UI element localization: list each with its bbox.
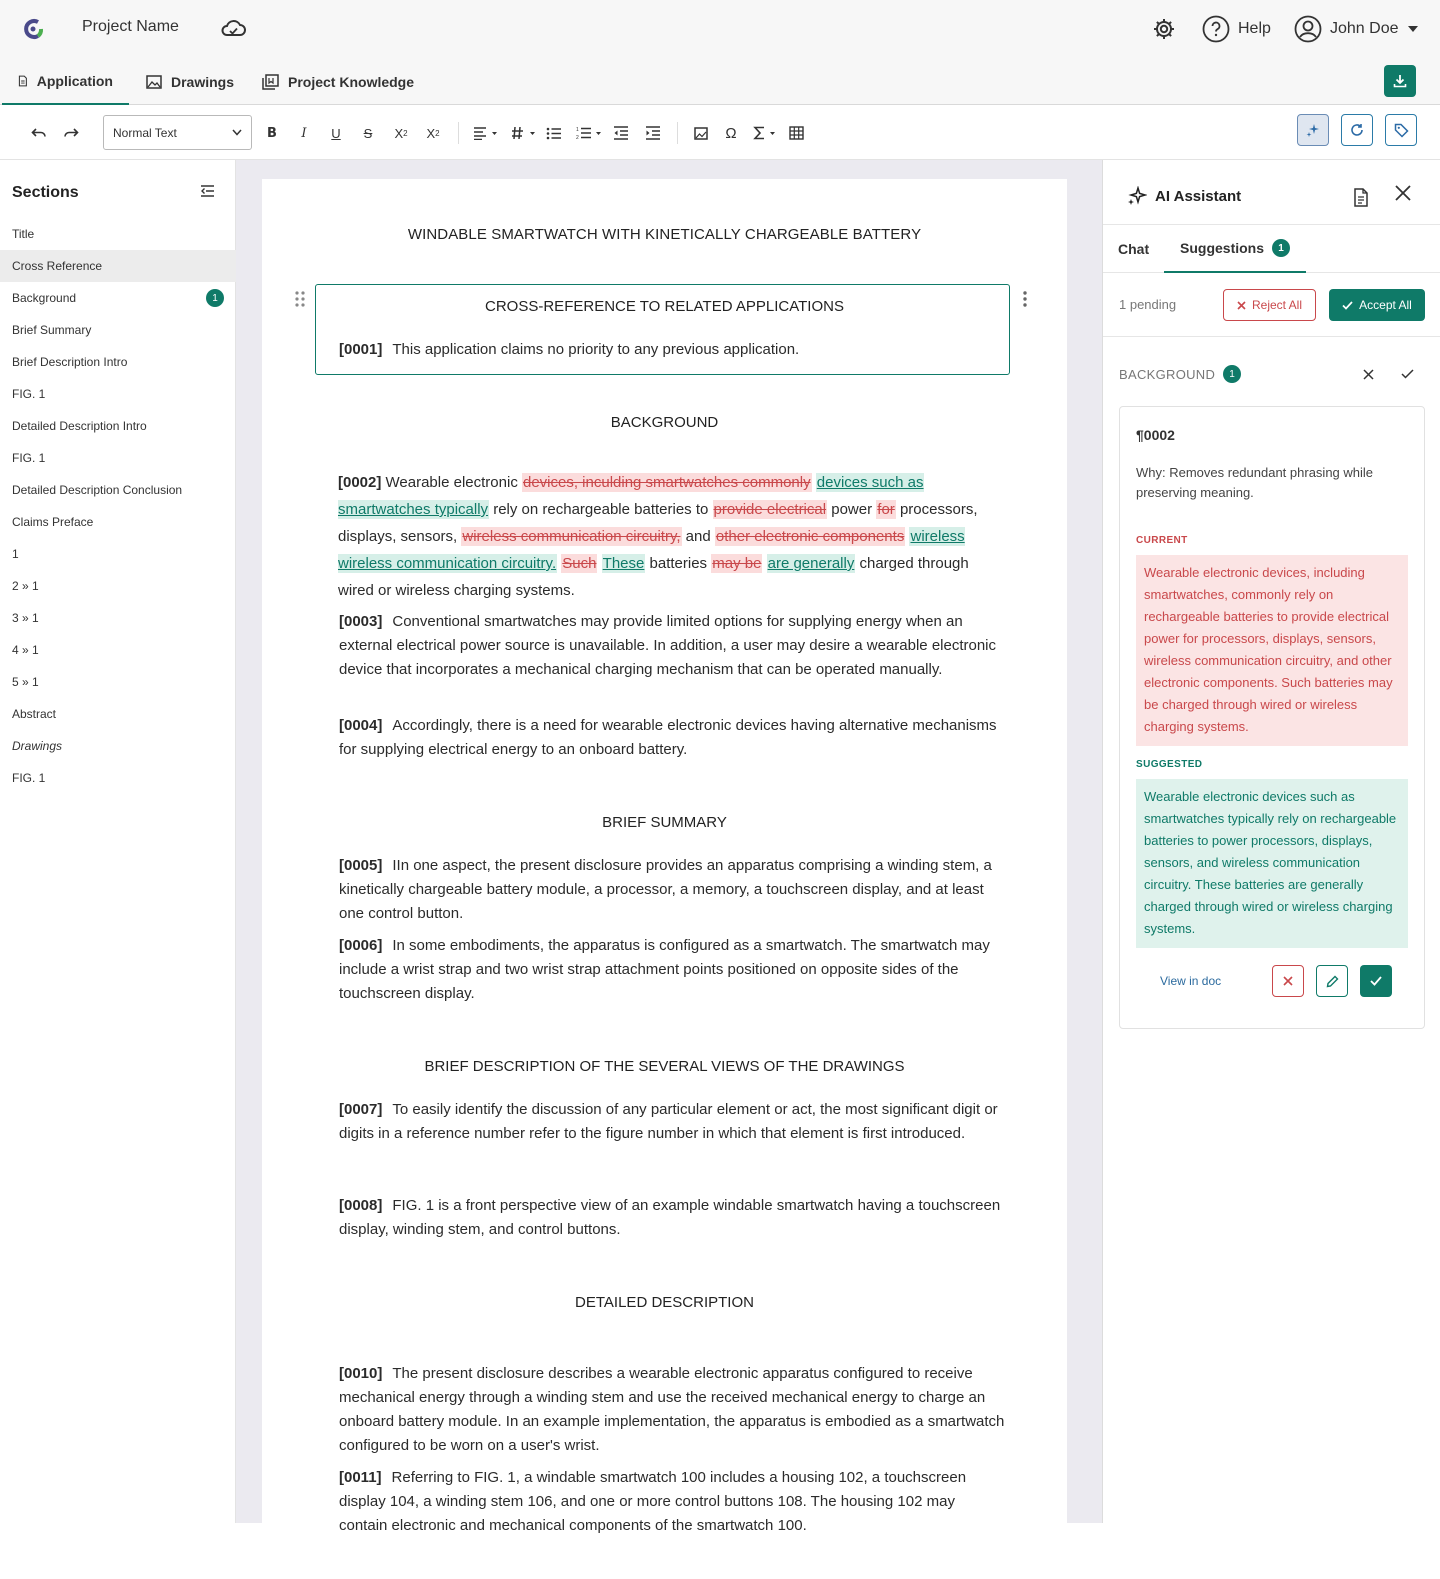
paragraph-0010[interactable] [339, 1362, 1007, 1458]
tracked-text: and [681, 528, 715, 545]
group-count-badge: 1 [1223, 365, 1241, 383]
sidebar-item-brief-description-intro[interactable] [0, 346, 236, 378]
align-dropdown-icon[interactable] [472, 120, 500, 146]
insert-image-icon[interactable] [690, 120, 712, 146]
redo-icon[interactable] [60, 120, 82, 146]
paragraph-0005[interactable] [339, 854, 1007, 926]
tab-suggestions[interactable] [1164, 225, 1306, 273]
suggestion-card [1119, 406, 1425, 1029]
accept-all-label: Accept All [1359, 298, 1412, 312]
paragraph-text: Accordingly, there is a need for wearable electronic devices having alternative mechanisms for supplying electrical energy to an onboard battery. [339, 717, 997, 758]
paragraph-text: Referring to FIG. 1, a windable smartwatch 100 includes a housing 102, a touchscreen display 104, a winding stem 106, and one or more control buttons 108. The housing 102 may contain electronic and mechanical components of the smartwatch 100. [339, 1469, 967, 1534]
help-button[interactable] [1202, 15, 1271, 43]
tracked-deletion[interactable]: wireless communication circuitry, [462, 528, 681, 545]
caret-down-icon [1407, 25, 1419, 33]
sparkle-icon [1306, 123, 1320, 137]
tracked-text: charged through wired or wireless charging systems. [338, 555, 969, 599]
tab-project-knowledge-label: Project Knowledge [288, 73, 415, 90]
document-canvas [236, 160, 1102, 1534]
sidebar-item-label: FIG. 1 [12, 771, 46, 785]
reject-suggestion-button[interactable] [1272, 965, 1304, 997]
editor-toolbar [0, 105, 1440, 160]
reject-all-button[interactable] [1223, 289, 1316, 321]
special-character-icon[interactable]: Ω [725, 124, 737, 142]
pending-count: 1 pending [1119, 297, 1177, 312]
tab-application-label: Application [36, 72, 113, 89]
sidebar-item-label: Detailed Description Conclusion [12, 483, 183, 497]
image-icon [146, 75, 162, 89]
sidebar-item-title[interactable] [0, 218, 236, 250]
paragraph-number: [0002] [338, 474, 382, 491]
close-icon [1283, 976, 1293, 986]
heading-number-dropdown-icon[interactable] [510, 120, 538, 146]
panel-title [1127, 186, 1241, 206]
sidebar-item-claims-preface[interactable] [0, 506, 236, 538]
suggestion-actions-bar [1103, 273, 1440, 337]
sidebar-item-label: Detailed Description Intro [12, 419, 147, 433]
text-style-value: Normal Text [113, 125, 177, 140]
user-menu[interactable] [1294, 15, 1419, 43]
document-icon [18, 73, 28, 89]
project-name[interactable]: Project Name [82, 18, 179, 35]
tracked-text: Wearable electronic [381, 474, 522, 491]
sidebar-item-label: 5 » 1 [12, 675, 39, 689]
equation-dropdown-icon[interactable] [752, 120, 778, 146]
current-text: Wearable electronic devices, including smartwatches, commonly rely on rechargeable batteries to provide electrical power for processors, displays, sensors, wireless communication circuitry, and other electronic components. Such batteries may be charged through wired or wireless charging systems. [1136, 555, 1408, 746]
help-label: Help [1238, 20, 1271, 37]
sidebar-item-label: Brief Summary [12, 323, 92, 337]
pencil-icon [1326, 975, 1339, 988]
sidebar-item-label: Cross Reference [12, 259, 103, 273]
paragraph-number: [0006] [339, 937, 383, 954]
suggestion-reason: Why: Removes redundant phrasing while preserving meaning. [1136, 465, 1374, 500]
detailed-description-heading[interactable]: DETAILED DESCRIPTION [575, 1294, 754, 1311]
strikethrough-icon[interactable]: S [363, 125, 373, 141]
document-title[interactable]: WINDABLE SMARTWATCH WITH KINETICALLY CHARGEABLE BATTERY [407, 226, 922, 243]
tab-project-knowledge[interactable] [246, 58, 430, 105]
gear-icon[interactable] [1152, 17, 1176, 41]
tab-chat[interactable] [1118, 225, 1149, 273]
text-style-select[interactable] [103, 115, 252, 150]
toolbar-divider [677, 122, 678, 144]
tracked-deletion[interactable]: Such [562, 555, 597, 572]
paragraph-0006[interactable] [339, 934, 1007, 1006]
paragraph-0004[interactable] [339, 714, 1007, 762]
download-button[interactable] [1384, 65, 1416, 97]
sidebar-item-label: FIG. 1 [12, 387, 46, 401]
current-label: CURRENT [1136, 535, 1188, 546]
sidebar-item-label: Claims Preface [12, 515, 94, 529]
user-name: John Doe [1330, 20, 1399, 37]
subscript-icon[interactable]: X 2 [394, 125, 408, 141]
paragraph-text: FIG. 1 is a front perspective view of an example windable smartwatch having a touchscreen display, winding stem, and control buttons. [339, 1197, 1001, 1238]
indent-icon[interactable] [642, 120, 664, 146]
sidebar-item-label: Brief Description Intro [12, 355, 128, 369]
sidebar-item-label: Drawings [12, 739, 63, 753]
chevron-down-icon [232, 129, 242, 136]
tab-suggestions-label: Suggestions [1180, 240, 1265, 256]
app-logo-icon[interactable] [22, 18, 44, 40]
group-label: BACKGROUND [1119, 366, 1216, 382]
insert-table-icon[interactable] [785, 120, 807, 146]
sidebar-item-claim-1[interactable] [0, 538, 236, 570]
tracked-deletion[interactable]: for [877, 501, 895, 518]
tag-icon[interactable] [1385, 114, 1417, 146]
tab-drawings-label: Drawings [171, 73, 235, 90]
ai-assistant-panel [1102, 160, 1440, 1523]
sidebar-item-label: FIG. 1 [12, 451, 46, 465]
tracked-deletion[interactable]: devices, inculding smartwatches commonly [522, 474, 811, 491]
tracked-deletion[interactable]: provide electrical [713, 501, 827, 518]
question-circle-icon [1202, 15, 1230, 43]
tracked-insertion[interactable]: are generally [767, 555, 855, 572]
paragraph-reference: ¶0002 [1136, 427, 1175, 443]
reject-all-label: Reject All [1251, 298, 1303, 312]
sidebar-item-drawing-fig-1[interactable] [0, 762, 236, 794]
paragraph-number: [0010] [339, 1365, 383, 1382]
sidebar-item-claim-4[interactable] [0, 634, 236, 666]
underline-icon[interactable]: U [331, 125, 341, 141]
superscript-icon[interactable]: X 2 [426, 125, 440, 141]
accept-group-icon[interactable] [1401, 369, 1414, 379]
tracked-text: power [827, 501, 877, 518]
sidebar-item-claim-5[interactable] [0, 666, 236, 698]
download-icon [1393, 74, 1407, 88]
paragraph-0002[interactable] [338, 469, 1008, 604]
svg-text:1: 1 [576, 127, 579, 133]
close-icon[interactable] [1394, 184, 1412, 202]
sidebar-item-detailed-description-intro[interactable] [0, 410, 236, 442]
collapse-sidebar-icon[interactable] [200, 185, 215, 197]
tab-drawings[interactable] [130, 58, 250, 105]
sidebar-item-label: 1 [12, 547, 19, 561]
paragraph-0007[interactable] [339, 1098, 1007, 1146]
ai-assistant-toggle[interactable] [1297, 114, 1329, 146]
sidebar-item-label: Abstract [12, 707, 57, 721]
toolbar-divider [458, 122, 459, 144]
tracked-text: rely on rechargeable batteries to [489, 501, 713, 518]
user-avatar-icon [1294, 15, 1322, 43]
paragraph-number: [0004] [339, 717, 383, 734]
cross-reference-heading[interactable]: CROSS-REFERENCE TO RELATED APPLICATIONS [485, 298, 844, 315]
italic-icon[interactable]: I [301, 125, 307, 141]
background-heading[interactable]: BACKGROUND [610, 414, 719, 431]
paragraph-text: To easily identify the discussion of any particular element or act, the most significant digit or digits in a reference number refer to the figure number in which that element is first introduced. [339, 1101, 998, 1142]
assistant-tabs [1103, 224, 1440, 273]
sidebar-item-drawings[interactable] [0, 730, 236, 762]
sections-list [0, 218, 236, 794]
sparkle-icon [1127, 186, 1147, 206]
paragraph-number: [0007] [339, 1101, 383, 1118]
sidebar-item-fig-1[interactable] [0, 442, 236, 474]
paragraph-number: [0001] [339, 341, 383, 358]
tracked-text: batteries [645, 555, 712, 572]
paragraph-0008[interactable] [339, 1194, 1007, 1242]
paragraph-text: In some embodiments, the apparatus is configured as a smartwatch. The smartwatch may include a wrist strap and two wrist strap attachment points positioned on opposite sides of the touchscreen display. [339, 937, 990, 1002]
tracked-insertion[interactable]: wireless wireless communication circuitry. [338, 528, 965, 572]
tracked-insertion[interactable]: devices such as smartwatches typically [338, 474, 924, 518]
close-icon [1237, 301, 1246, 310]
sidebar-item-claim-2[interactable] [0, 570, 236, 602]
bold-icon[interactable]: B [267, 125, 277, 141]
check-icon [1370, 976, 1382, 986]
edit-suggestion-button[interactable] [1316, 965, 1348, 997]
outdent-icon[interactable] [610, 120, 632, 146]
tracked-text: processors, displays, sensors, [338, 501, 978, 545]
sidebar-item-label: 3 » 1 [12, 611, 39, 625]
accept-all-button[interactable] [1329, 289, 1425, 321]
paragraph-text: Conventional smartwatches may provide limited options for supplying energy when an external electrical power source is unavailable. In addition, a user may desire a wearable electronic device that incorporates a mechanical charging mechanism that can be operated manually. [339, 613, 997, 678]
main-tabs [0, 58, 1440, 105]
paragraph-0011[interactable] [339, 1466, 1007, 1538]
sidebar-item-label: Background [12, 291, 77, 305]
tracked-deletion[interactable]: other electronic components [715, 528, 905, 545]
sidebar-item-label: 4 » 1 [12, 643, 39, 657]
sidebar-item-background[interactable] [0, 282, 236, 314]
sidebar-item-label: 2 » 1 [12, 579, 39, 593]
sidebar-item-brief-summary[interactable] [0, 314, 236, 346]
sidebar-item-fig-1[interactable] [0, 378, 236, 410]
sidebar-title: Sections [12, 184, 79, 201]
document-page[interactable] [262, 179, 1067, 1579]
paragraph-text: This application claims no priority to any previous application. [392, 341, 800, 358]
suggested-label: SUGGESTED [1136, 759, 1203, 770]
paragraph-number: [0005] [339, 857, 383, 874]
cloud-sync-icon[interactable] [220, 16, 247, 42]
panel-header [1103, 160, 1440, 224]
panel-title-label: AI Assistant [1155, 187, 1242, 205]
app-header [0, 0, 1440, 58]
paragraph-0001[interactable] [339, 338, 1007, 362]
brief-description-heading[interactable]: BRIEF DESCRIPTION OF THE SEVERAL VIEWS OF THE DRAWINGS [424, 1058, 905, 1075]
reject-group-icon[interactable] [1363, 369, 1374, 380]
check-icon [1342, 301, 1353, 310]
paragraph-text: IIn one aspect, the present disclosure provides an apparatus comprising a winding stem, a kinetically chargeable battery module, a processor, a memory, a touchscreen display, and at least one control button. [339, 857, 992, 922]
tab-chat-label: Chat [1118, 241, 1150, 257]
tracked-insertion[interactable]: These [602, 555, 645, 572]
refresh-icon[interactable] [1341, 114, 1373, 146]
sidebar-item-cross-reference[interactable] [0, 250, 236, 282]
undo-icon[interactable] [28, 120, 50, 146]
suggestion-count-badge: 1 [1272, 239, 1290, 257]
suggested-text: Wearable electronic devices such as smartwatches typically rely on rechargeable batteries to power processors, displays, sensors, and wireless communication circuitry. These batteries are generally charged through wired or wireless charging systems. [1136, 779, 1408, 948]
paragraph-0003[interactable] [339, 610, 1007, 682]
document-icon[interactable] [1353, 188, 1369, 207]
tab-application[interactable] [2, 58, 129, 105]
library-icon [262, 74, 279, 90]
brief-summary-heading[interactable]: BRIEF SUMMARY [602, 814, 727, 831]
sidebar-item-abstract[interactable] [0, 698, 236, 730]
view-in-doc-link[interactable]: View in doc [1160, 974, 1222, 988]
paragraph-number: [0008] [339, 1197, 383, 1214]
paragraph-number: [0003] [339, 613, 383, 630]
suggestion-group-header [1119, 365, 1241, 383]
paragraph-text: The present disclosure describes a wearable electronic apparatus configured to receive mechanical energy through a winding stem and use the received mechanical energy to charge an onboard battery module. In an example implementation, the apparatus is embodied as a smartwatch configured to be worn on a user's wrist. [339, 1365, 1005, 1454]
accept-suggestion-button[interactable] [1360, 965, 1392, 997]
paragraph-number: [0011] [339, 1469, 382, 1486]
numbered-list-dropdown-icon[interactable] [576, 120, 604, 146]
sections-sidebar [0, 160, 236, 1523]
bullet-list-icon[interactable] [543, 120, 565, 146]
svg-text:2: 2 [576, 135, 579, 140]
sidebar-item-label: Title [12, 227, 35, 241]
tracked-deletion[interactable]: may be [712, 555, 762, 572]
suggestion-count-badge: 1 [206, 289, 224, 307]
sidebar-item-claim-3[interactable] [0, 602, 236, 634]
sidebar-item-detailed-description-conclusion[interactable] [0, 474, 236, 506]
